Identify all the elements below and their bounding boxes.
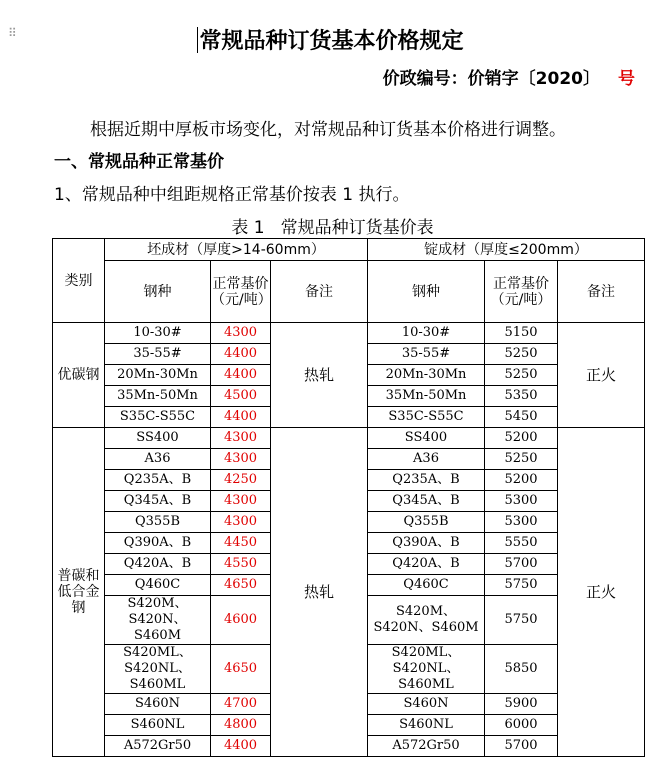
header-group-left: 坯成材（厚度>14-60mm） [105,239,368,261]
header-price-right: 正常基价（元/吨） [485,261,558,323]
table-caption-number: 表 1 [231,218,265,238]
header-group-right: 锭成材（厚度≤200mm） [368,239,645,261]
price-cell-right: 5150 [485,323,558,344]
price-cell-right: 5700 [485,554,558,575]
category-cell: 优碳钢 [53,323,105,428]
header-note-left: 备注 [271,261,368,323]
price-cell: 4400 [211,407,271,428]
note-cell: 热轧 [271,323,368,428]
steel-cell: A36 [105,449,211,470]
item-paragraph: 1、常规品种中组距规格正常基价按表 1 执行。 [54,185,410,205]
price-cell-right: 5450 [485,407,558,428]
price-cell: 4400 [211,736,271,757]
price-cell-right: 5250 [485,449,558,470]
steel-cell-right: 35Mn-50Mn [368,386,485,407]
steel-cell: S460NL [105,715,211,736]
steel-cell: 35Mn-50Mn [105,386,211,407]
steel-cell-right: Q390A、B [368,533,485,554]
table-row [53,428,645,449]
price-cell-right: 5700 [485,736,558,757]
price-table [52,238,645,757]
section-heading: 一、常规品种正常基价 [54,152,224,172]
price-cell-right: 5900 [485,694,558,715]
doc-number [383,64,635,89]
price-cell: 4600 [211,596,271,645]
steel-cell-right: Q460C [368,575,485,596]
steel-cell: Q420A、B [105,554,211,575]
steel-cell-right: S35C-S55C [368,407,485,428]
header-steel-left: 钢种 [105,261,211,323]
price-cell: 4700 [211,694,271,715]
price-cell-right: 5750 [485,575,558,596]
intro-paragraph: 根据近期中厚板市场变化，对常规品种订货基本价格进行调整。 [90,120,566,140]
steel-cell: Q345A、B [105,491,211,512]
header-steel-right: 钢种 [368,261,485,323]
price-cell: 4650 [211,575,271,596]
price-cell-right: 6000 [485,715,558,736]
steel-cell-right: 20Mn-30Mn [368,365,485,386]
header-price-left: 正常基价（元/吨） [211,261,271,323]
price-cell-right: 5300 [485,491,558,512]
price-cell-right: 5200 [485,470,558,491]
category-cell: 普碳和低合金钢 [53,428,105,757]
steel-cell-right: S460NL [368,715,485,736]
header-note-right: 备注 [558,261,645,323]
price-cell: 4500 [211,386,271,407]
price-cell: 4250 [211,470,271,491]
steel-cell: Q355B [105,512,211,533]
price-cell: 4800 [211,715,271,736]
header-category: 类别 [53,239,105,323]
price-cell: 4400 [211,344,271,365]
steel-cell: SS400 [105,428,211,449]
drag-handle-icon[interactable]: ⠿ [8,26,18,40]
document-title [0,24,661,55]
price-cell-right: 5300 [485,512,558,533]
price-cell: 4300 [211,491,271,512]
steel-cell-right: Q235A、B [368,470,485,491]
steel-cell: Q235A、B [105,470,211,491]
price-cell-right: 5250 [485,344,558,365]
table-caption [0,213,661,238]
price-cell-right: 5250 [485,365,558,386]
steel-cell-right: S460N [368,694,485,715]
doc-number-label: 价政编号：价销字〔2020〕 [382,69,600,89]
steel-cell: S420ML、S420NL、S460ML [105,645,211,694]
table-row [53,323,645,344]
price-cell-right: 5750 [485,596,558,645]
steel-cell: Q390A、B [105,533,211,554]
price-cell: 4300 [211,512,271,533]
price-cell: 4550 [211,554,271,575]
steel-cell-right: Q355B [368,512,485,533]
note-cell: 热轧 [271,428,368,757]
steel-cell-right: Q420A、B [368,554,485,575]
steel-cell: 20Mn-30Mn [105,365,211,386]
table-caption-text: 常规品种订货基价表 [280,218,434,238]
steel-cell: 10-30# [105,323,211,344]
steel-cell-right: A36 [368,449,485,470]
steel-cell: S35C-S55C [105,407,211,428]
price-cell: 4400 [211,365,271,386]
price-cell-right: 5350 [485,386,558,407]
steel-cell: Q460C [105,575,211,596]
price-cell: 4300 [211,449,271,470]
price-cell: 4650 [211,645,271,694]
steel-cell-right: S420M、S420N、S460M [368,596,485,645]
price-cell-right: 5850 [485,645,558,694]
steel-cell: A572Gr50 [105,736,211,757]
note-cell-right: 正火 [558,323,645,428]
steel-cell: S420M、S420N、S460M [105,596,211,645]
doc-number-suffix: 号 [618,69,635,89]
steel-cell-right: S420ML、S420NL、S460ML [368,645,485,694]
steel-cell-right: SS400 [368,428,485,449]
price-cell-right: 5550 [485,533,558,554]
steel-cell-right: Q345A、B [368,491,485,512]
note-cell-right: 正火 [558,428,645,757]
steel-cell: S460N [105,694,211,715]
price-cell: 4300 [211,428,271,449]
price-cell: 4450 [211,533,271,554]
steel-cell-right: 10-30# [368,323,485,344]
steel-cell-right: A572Gr50 [368,736,485,757]
steel-cell: 35-55# [105,344,211,365]
title-text: 常规品种订货基本价格规定 [199,29,464,54]
price-cell: 4300 [211,323,271,344]
price-cell-right: 5200 [485,428,558,449]
steel-cell-right: 35-55# [368,344,485,365]
